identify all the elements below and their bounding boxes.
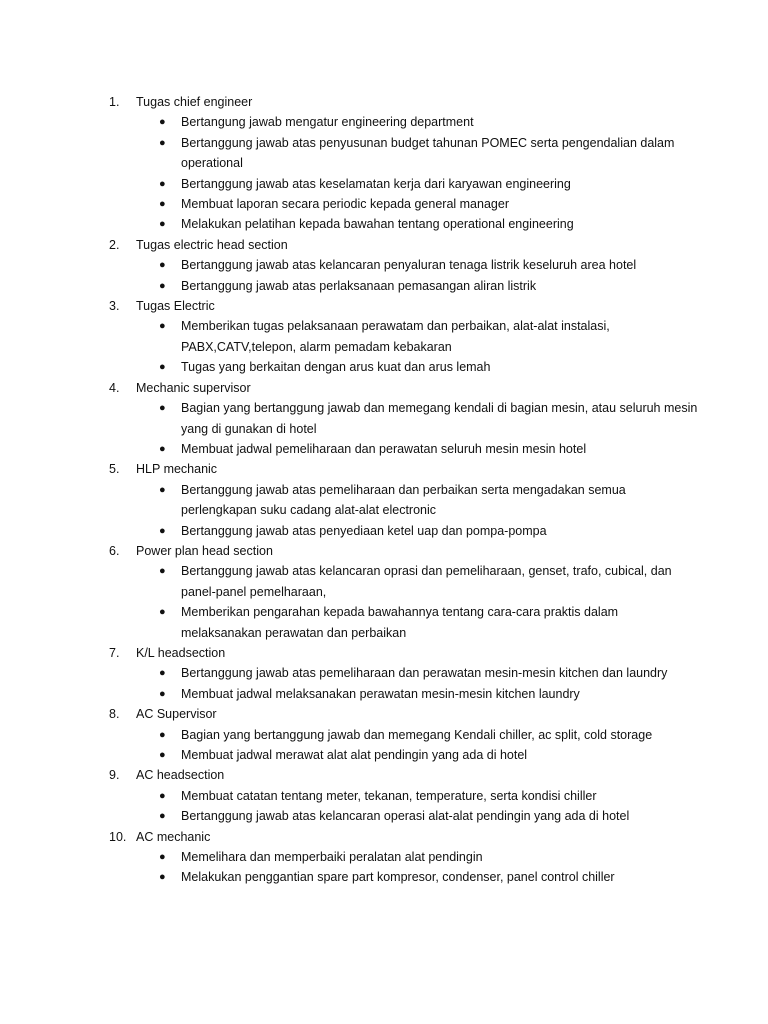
list-item [159, 133, 701, 174]
bullet-icon: ● [159, 177, 166, 190]
bullet-list [0, 786, 768, 827]
bullet-icon: ● [159, 320, 166, 333]
section-title: Tugas chief engineer [136, 95, 253, 109]
list-section [0, 92, 768, 235]
section-title: AC Supervisor [136, 707, 217, 722]
bullet-icon: ● [159, 259, 166, 272]
list-item [159, 398, 701, 439]
list-item-text: Tugas yang berkaitan dengan arus kuat dan arus lemah [181, 360, 491, 375]
section-number: 8. [109, 707, 120, 722]
list-item-text: Bertanggung jawab atas penyediaan ketel uap dan pompa-pompa [181, 523, 547, 538]
list-item [159, 480, 701, 521]
section-title: AC headsection [136, 768, 225, 783]
list-item-text: Bertanggung jawab atas perlaksanaan pemasangan aliran listrik [181, 278, 537, 293]
bullet-icon: ● [159, 198, 166, 211]
bullet-icon: ● [159, 789, 166, 802]
list-item-text: Membuat jadwal merawat alat alat pendingin yang ada di hotel [181, 748, 528, 762]
list-item-text: Membuat catatan tentang meter, tekanan, temperature, serta kondisi chiller [181, 788, 597, 803]
section-number: 1. [109, 95, 120, 109]
list-item-text: Membuat jadwal pemeliharaan dan perawatan seluruh mesin mesin hotel [181, 441, 587, 456]
list-item [159, 194, 701, 214]
section-title: Mechanic supervisor [136, 380, 251, 395]
list-section [0, 235, 768, 296]
bullet-icon: ● [159, 687, 166, 700]
list-item [159, 174, 701, 194]
bullet-icon: ● [159, 116, 166, 129]
list-item [159, 112, 701, 132]
list-item-text: Bertanggung jawab atas kelancaran operasi alat-alat pendingin yang ada di hotel [181, 809, 630, 824]
list-item-text: Bertanggung jawab atas kelancaran penyaluran tenaga listrik keseluruh area hotel [181, 258, 637, 273]
list-section [0, 704, 768, 765]
section-title: Tugas electric head section [136, 237, 288, 252]
list-item-text: Melakukan penggantian spare part kompresor, condenser, panel control chiller [181, 870, 615, 885]
list-item-text: Memberikan tugas pelaksanaan perawatam dan perbaikan, alat-alat instalasi, PABX,CATV,telepon, alarm pemadam kebakaran [181, 319, 610, 354]
list-item [159, 663, 701, 683]
bullet-icon: ● [159, 810, 166, 823]
list-item-text: Membuat laporan secara periodic kepada general manager [181, 197, 509, 212]
bullet-icon: ● [159, 442, 166, 455]
bullet-icon: ● [159, 483, 166, 496]
list-item-text: Bertanggung jawab atas kelancaran oprasi dan pemeliharaan, genset, trafo, cubical, dan panel-panel pemelharaan, [181, 564, 672, 599]
list-item [159, 847, 701, 867]
list-item [159, 745, 701, 765]
list-section [0, 765, 768, 826]
list-item-text: Bertanggung jawab atas pemeliharaan dan perawatan mesin-mesin kitchen dan laundry [181, 666, 668, 681]
bullet-icon: ● [159, 524, 166, 537]
bullet-icon: ● [159, 749, 166, 761]
bullet-list [0, 725, 768, 766]
bullet-icon: ● [159, 871, 166, 884]
list-section [0, 459, 768, 541]
bullet-list [0, 255, 768, 296]
list-item [159, 214, 701, 234]
section-number: 6. [109, 543, 120, 558]
section-title: Power plan head section [136, 543, 273, 558]
list-item [159, 725, 701, 745]
list-section [0, 541, 768, 643]
bullet-list [0, 316, 768, 377]
list-item-text: Bertanggung jawab atas penyusunan budget tahunan POMEC serta pengendalian dalam operational [181, 135, 675, 171]
bullet-list [0, 112, 768, 234]
list-item-text: Bertanggung jawab atas pemeliharaan dan perbaikan serta mengadakan semua perlengkapan suku cadang alat-alat electronic [181, 482, 626, 518]
list-item [159, 316, 701, 357]
bullet-list [0, 561, 768, 643]
list-item [159, 521, 701, 541]
section-number: 4. [109, 380, 120, 395]
list-item [159, 357, 701, 377]
document-page [0, 92, 768, 888]
section-number: 3. [109, 299, 120, 314]
list-item-text: Memberikan pengarahan kepada bawahannya tentang cara-cara praktis dalam melaksanakan perawatan dan perbaikan [181, 605, 619, 640]
bullet-icon: ● [159, 136, 166, 149]
list-item-text: Bagian yang bertanggung jawab dan memegang kendali di bagian mesin, atau seluruh mesin yang di gunakan di hotel [181, 401, 698, 436]
list-item [159, 602, 701, 643]
list-item [159, 867, 701, 887]
list-item [159, 684, 701, 704]
bullet-icon: ● [159, 851, 166, 864]
list-section [0, 827, 768, 888]
list-item [159, 439, 701, 459]
section-number: 5. [109, 462, 120, 477]
bullet-icon: ● [159, 606, 166, 619]
bullet-icon: ● [159, 361, 166, 374]
list-item [159, 806, 701, 826]
section-number: 2. [109, 237, 120, 252]
bullet-icon: ● [159, 728, 166, 741]
list-item [159, 786, 701, 806]
list-section [0, 296, 768, 378]
list-item [159, 276, 701, 296]
section-title: K/L headsection [136, 645, 226, 660]
list-item [159, 255, 701, 275]
section-number: 7. [109, 645, 120, 660]
list-item-text: Bertangung jawab mengatur engineering department [181, 115, 474, 130]
section-number: 10. [109, 829, 127, 844]
list-item-text: Bagian yang bertanggung jawab dan memegang Kendali chiller, ac split, cold storage [181, 727, 653, 742]
bullet-icon: ● [159, 402, 166, 415]
bullet-list [0, 847, 768, 888]
list-item-text: Melakukan pelatihan kepada bawahan tentang operational engineering [181, 217, 574, 232]
bullet-icon: ● [159, 279, 166, 292]
list-item-text: Bertanggung jawab atas keselamatan kerja dari karyawan engineering [181, 176, 571, 191]
bullet-icon: ● [159, 218, 166, 231]
list-section [0, 643, 768, 704]
list-item-text: Memelihara dan memperbaiki peralatan alat pendingin [181, 850, 483, 865]
bullet-list [0, 663, 768, 704]
bullet-list [0, 480, 768, 541]
section-number: 9. [109, 768, 120, 783]
list-item [159, 561, 701, 602]
bullet-icon: ● [159, 565, 166, 578]
list-section [0, 378, 768, 460]
bullet-icon: ● [159, 667, 166, 680]
bullet-list [0, 398, 768, 459]
list-item-text: Membuat jadwal melaksanakan perawatan mesin-mesin kitchen laundry [181, 686, 580, 701]
section-title: AC mechanic [136, 829, 211, 844]
section-title: HLP mechanic [136, 462, 218, 477]
section-title: Tugas Electric [136, 299, 215, 314]
